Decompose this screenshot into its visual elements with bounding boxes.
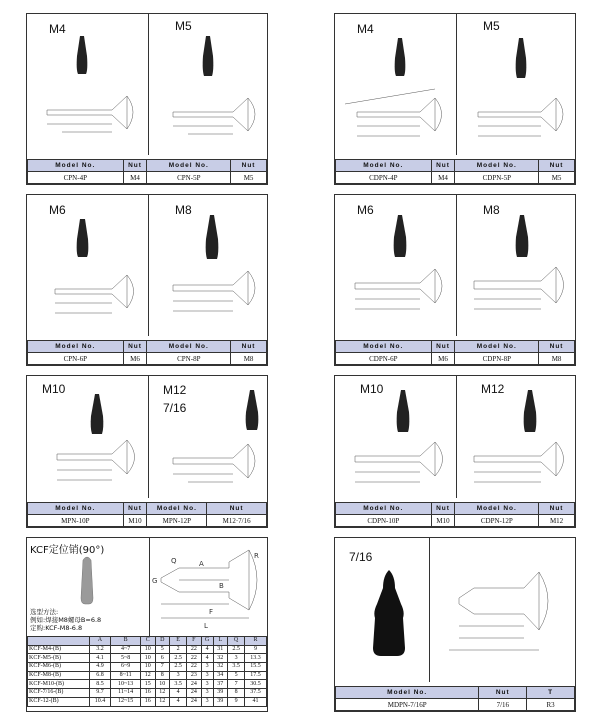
nut-label-right: M5 [175, 19, 192, 33]
kcf-value-cell: 9 [228, 697, 245, 706]
pin-drawing-left [27, 376, 148, 498]
card-cpn-6p-8p [26, 194, 268, 366]
model-table: Model No. Nut Model No. Nut CDPN-10P M10 CDPN-12P M12 [335, 502, 575, 527]
pin-drawing-right [148, 195, 269, 336]
letter-q: Q [171, 557, 177, 565]
kcf-model-cell: KCF-7/16-(B) [28, 689, 90, 698]
kcf-value-cell: 3 [201, 680, 213, 689]
kcf-value-cell: 7 [228, 680, 245, 689]
pin-drawing-right [456, 376, 577, 498]
nut-label-right: M5 [483, 19, 500, 33]
kcf-value-cell: 4.1 [89, 654, 111, 663]
letter-b: B [219, 582, 224, 590]
kcf-value-cell: 24 [187, 697, 202, 706]
kcf-col-header [28, 637, 90, 646]
kcf-value-cell: 31 [213, 645, 228, 654]
card-cdpn-6p-8p [334, 194, 576, 366]
kcf-value-cell: 23 [187, 671, 202, 680]
card-cpn-4p-5p [26, 13, 268, 185]
kcf-drawing [149, 538, 269, 636]
kcf-value-cell: 2 [170, 645, 187, 654]
kcf-value-cell: 32 [213, 663, 228, 672]
kcf-col-header: A [89, 637, 111, 646]
kcf-value-cell: 12 [140, 671, 155, 680]
kcf-spec-table [27, 636, 267, 707]
pin-drawing-left [27, 195, 148, 336]
kcf-value-cell: 4 [170, 697, 187, 706]
letter-f: F [209, 608, 214, 616]
kcf-col-header: E [170, 637, 187, 646]
nut-label-right: M12 [481, 382, 505, 396]
card-mdpn-7-16p [334, 537, 576, 712]
table-row [28, 671, 267, 680]
kcf-value-cell: 6~9 [111, 663, 141, 672]
kcf-model-cell: KCF-M10-(B) [28, 680, 90, 689]
kcf-value-cell: 5 [228, 671, 245, 680]
kcf-value-cell: 8 [228, 689, 245, 698]
kcf-value-cell: 10 [140, 645, 155, 654]
kcf-value-cell: 24 [187, 689, 202, 698]
kcf-value-cell: 30.5 [245, 680, 267, 689]
kcf-col-header: R [245, 637, 267, 646]
kcf-value-cell: 39 [213, 689, 228, 698]
kcf-value-cell: 3 [170, 671, 187, 680]
table-row [28, 663, 267, 672]
pin-drawing-left [27, 14, 148, 155]
nut-label-left: 7/16 [349, 550, 373, 564]
table-row [28, 654, 267, 663]
kcf-value-cell: 3 [201, 697, 213, 706]
kcf-value-cell: 2.5 [228, 645, 245, 654]
kcf-value-cell: 3.2 [89, 645, 111, 654]
kcf-value-cell: 9.7 [89, 689, 111, 698]
kcf-value-cell: 17.5 [245, 671, 267, 680]
kcf-model-cell: KCF-M4-(B) [28, 645, 90, 654]
kcf-value-cell: 22 [187, 663, 202, 672]
pin-drawing-right [456, 14, 577, 155]
letter-a: A [199, 560, 204, 568]
kcf-value-cell: 13.3 [245, 654, 267, 663]
kcf-value-cell: 15 [140, 680, 155, 689]
nut-label-left: M10 [42, 382, 66, 396]
pin-drawing-right [456, 195, 577, 336]
kcf-value-cell: 6 [155, 654, 170, 663]
kcf-value-cell: 37 [213, 680, 228, 689]
letter-r: R [254, 552, 259, 560]
kcf-value-cell: 11~14 [111, 689, 141, 698]
kcf-title: KCF定位销(90°) [30, 545, 105, 556]
kcf-value-cell: 3 [201, 663, 213, 672]
table-row [28, 680, 267, 689]
kcf-value-cell: 4 [201, 654, 213, 663]
model-table: Model No. Nut Model No. Nut CPN-6P M6 CPN-8P M8 [27, 340, 267, 365]
kcf-model-cell: KCF-M5-(B) [28, 654, 90, 663]
model-table: Model No. Nut Model No. Nut CPN-4P M4 CPN-5P M5 [27, 159, 267, 184]
kcf-value-cell: 12~15 [111, 697, 141, 706]
kcf-value-cell: 7 [155, 663, 170, 672]
nut-label-right: M12 7/16 [163, 383, 187, 415]
kcf-value-cell: 5 [155, 645, 170, 654]
nut-label-left: M4 [49, 22, 66, 36]
kcf-value-cell: 10 [155, 680, 170, 689]
letter-g: G [152, 577, 158, 585]
kcf-value-cell: 10 [140, 663, 155, 672]
kcf-value-cell: 3.5 [228, 663, 245, 672]
kcf-value-cell: 2.5 [170, 663, 187, 672]
kcf-value-cell: 16 [140, 697, 155, 706]
nut-label-left: M4 [357, 22, 374, 36]
kcf-value-cell: 3 [228, 654, 245, 663]
kcf-value-cell: 4 [170, 689, 187, 698]
kcf-value-cell: 22 [187, 654, 202, 663]
table-row [28, 697, 267, 706]
model-table: Model No. Nut Model No. Nut CDPN-4P M4 CDPN-5P M5 [335, 159, 575, 184]
table-row [28, 645, 267, 654]
model-table: Model No. Nut Model No. Nut MPN-10P M10 MPN-12P M12·7/16 [27, 502, 267, 527]
model-table: Model No. Nut T MDPN-7/16P 7/16 R3 [335, 686, 575, 711]
kcf-value-cell: 8 [155, 671, 170, 680]
table-row [28, 689, 267, 698]
pin-drawing-left [335, 195, 456, 336]
letter-l: L [204, 622, 208, 630]
card-mpn-10p-12p [26, 375, 268, 528]
nut-label-left: M6 [357, 203, 374, 217]
kcf-value-cell: 10.4 [89, 697, 111, 706]
pin-drawing-right [148, 376, 269, 498]
kcf-value-cell: 9 [245, 645, 267, 654]
kcf-col-header: B [111, 637, 141, 646]
nut-label-left: M6 [49, 203, 66, 217]
nut-label-left: M10 [360, 382, 384, 396]
kcf-value-cell: 3 [201, 689, 213, 698]
kcf-value-cell: 24 [187, 680, 202, 689]
kcf-selection-method: 选型方法: 例如:焊接M8螺母B=6.8 定购:KCF-M8-6.8 [30, 608, 102, 632]
kcf-value-cell: 4.9 [89, 663, 111, 672]
kcf-value-cell: 16 [140, 689, 155, 698]
kcf-value-cell: 3 [201, 671, 213, 680]
kcf-model-cell: KCF-M6-(B) [28, 663, 90, 672]
kcf-value-cell: 12 [155, 689, 170, 698]
kcf-value-cell: 34 [213, 671, 228, 680]
kcf-value-cell: 15.5 [245, 663, 267, 672]
kcf-value-cell: 10~13 [111, 680, 141, 689]
kcf-value-cell: 8~11 [111, 671, 141, 680]
card-cdpn-4p-5p [334, 13, 576, 185]
kcf-col-header: D [155, 637, 170, 646]
pin-photo [335, 538, 429, 682]
kcf-col-header: G [201, 637, 213, 646]
kcf-value-cell: 41 [245, 697, 267, 706]
kcf-col-header: L [213, 637, 228, 646]
kcf-value-cell: 5~8 [111, 654, 141, 663]
kcf-value-cell: 12 [155, 697, 170, 706]
kcf-value-cell: 4~7 [111, 645, 141, 654]
kcf-value-cell: 4 [201, 645, 213, 654]
kcf-value-cell: 8.5 [89, 680, 111, 689]
kcf-model-cell: KCF-M8-(B) [28, 671, 90, 680]
kcf-value-cell: 37.5 [245, 689, 267, 698]
kcf-value-cell: 2.5 [170, 654, 187, 663]
kcf-value-cell: 32 [213, 654, 228, 663]
kcf-value-cell: 3.5 [170, 680, 187, 689]
kcf-value-cell: 22 [187, 645, 202, 654]
nut-label-right: M8 [483, 203, 500, 217]
pin-drawing-left [335, 376, 456, 498]
kcf-col-header: F [187, 637, 202, 646]
kcf-col-header: Q [228, 637, 245, 646]
card-cdpn-10p-12p [334, 375, 576, 528]
pin-drawing-left [335, 14, 456, 155]
pin-drawing [429, 538, 577, 682]
kcf-value-cell: 6.8 [89, 671, 111, 680]
kcf-value-cell: 10 [140, 654, 155, 663]
pin-drawing-right [148, 14, 269, 155]
model-table: Model No. Nut Model No. Nut CDPN-6P M6 CDPN-8P M8 [335, 340, 575, 365]
card-kcf-locating-pin [26, 537, 268, 712]
kcf-value-cell: 39 [213, 697, 228, 706]
kcf-col-header: C [140, 637, 155, 646]
nut-label-right: M8 [175, 203, 192, 217]
kcf-model-cell: KCF-12-(B) [28, 697, 90, 706]
